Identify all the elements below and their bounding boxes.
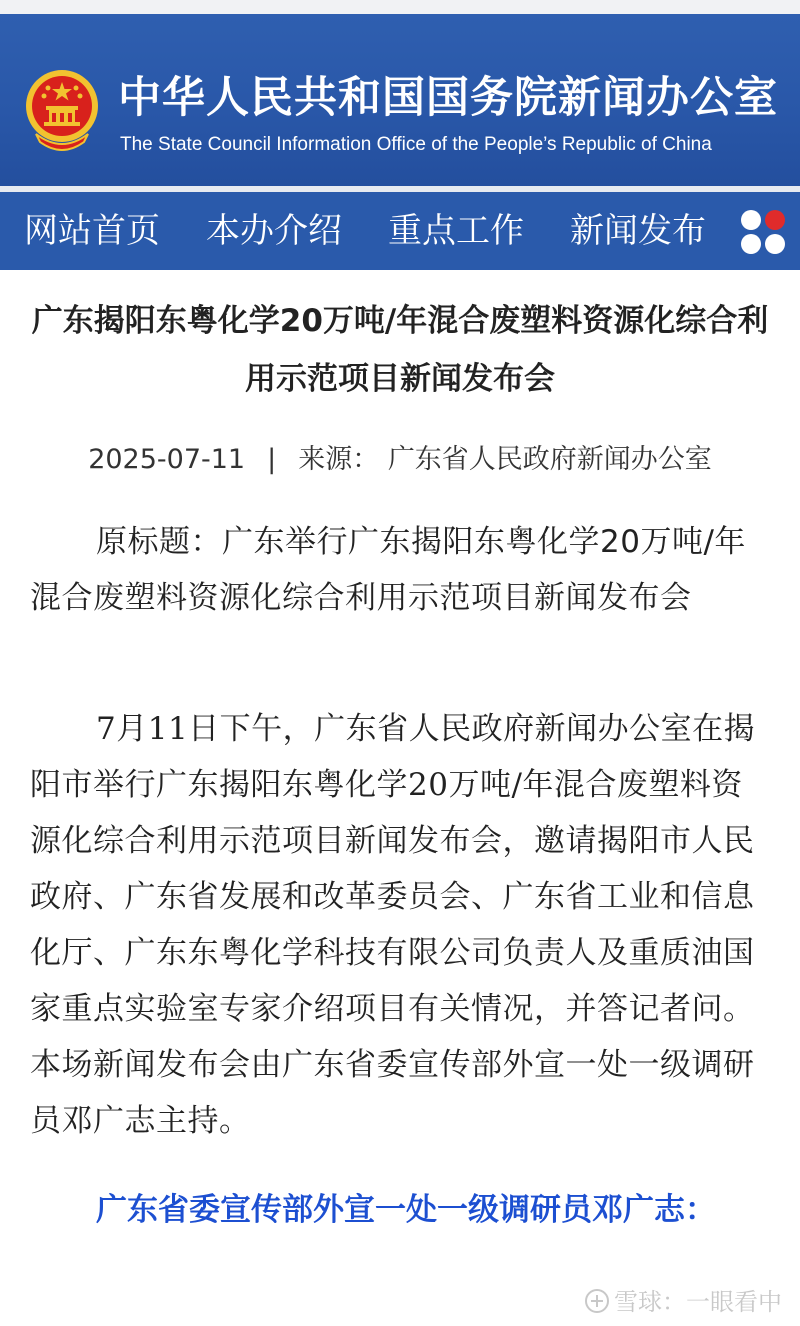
- xueqiu-logo-icon: [584, 1288, 610, 1314]
- article-paragraph: 7月11日下午，广东省人民政府新闻办公室在揭阳市举行广东揭阳东粤化学20万吨/年混合废塑料资源化综合利用示范项目新闻发布会，邀请揭阳市人民政府、广东省发展和改革委员会、广东省工业和信息化厅、广东东粤化学科技有限公司负责人及重质油国家重点实验室专家介绍项目有关情况，并答记者问。本场新闻发布会由广东省委宣传部外宣一处一级调研员邓广志主持。: [30, 711, 756, 1139]
- meta-separator: |: [267, 444, 277, 475]
- main-nav: [0, 192, 800, 270]
- publish-date: 2025-07-11: [88, 444, 246, 475]
- menu-grid-icon[interactable]: [738, 207, 788, 257]
- watermark-text: 雪球：一眼看中: [614, 1288, 782, 1316]
- status-strip: [0, 0, 800, 14]
- article-meta: [30, 438, 770, 482]
- article-title: 广东揭阳东粤化学20万吨/年混合废塑料资源化综合利用示范项目新闻发布会: [31, 303, 769, 397]
- site-title-en: The State Council Information Office of the People’s Republic of China: [120, 134, 712, 155]
- nav-item-news-release[interactable]: 新闻发布: [570, 211, 706, 251]
- nav-item-home[interactable]: 网站首页: [24, 211, 160, 251]
- site-header: [0, 14, 800, 192]
- nav-item-key-work[interactable]: 重点工作: [388, 211, 524, 251]
- watermark: [584, 1282, 794, 1322]
- site-title-cn: 中华人民共和国国务院新闻办公室: [118, 73, 778, 123]
- source-name: 广东省人民政府新闻办公室: [387, 444, 712, 475]
- national-emblem-icon[interactable]: [22, 62, 102, 158]
- article-paragraph: 原标题：广东举行广东揭阳东粤化学20万吨/年混合废塑料资源化综合利用示范项目新闻发布会: [30, 524, 746, 616]
- nav-item-about[interactable]: 本办介绍: [206, 211, 342, 251]
- speaker-heading: 广东省委宣传部外宣一处一级调研员邓广志：: [96, 1192, 716, 1228]
- source-label: 来源：: [298, 444, 380, 475]
